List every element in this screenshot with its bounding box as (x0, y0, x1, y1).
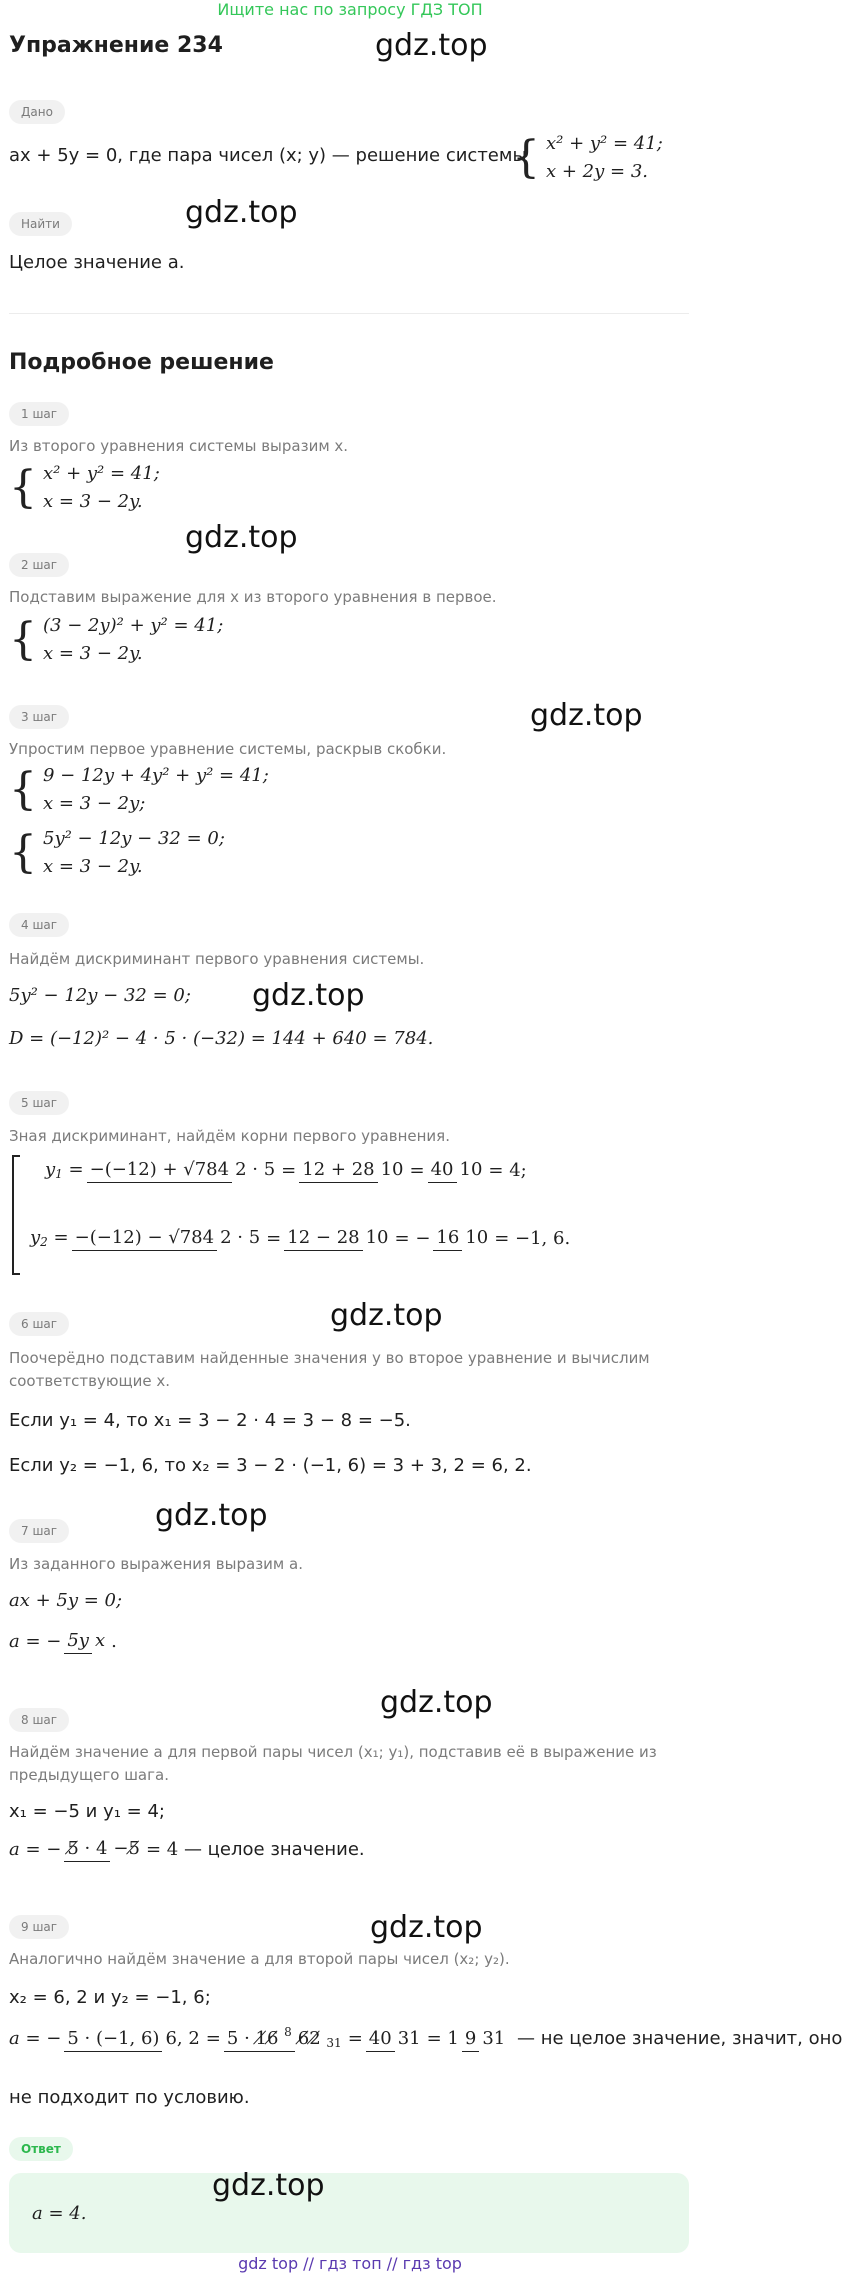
given-text: ax + 5y = 0, где пара чисел (x; y) — решение системы (9, 145, 527, 166)
step-note: Аналогично найдём значение a для второй пары чисел (x₂; y₂). (9, 1950, 510, 1968)
section-divider (9, 313, 689, 314)
step-note: Упростим первое уравнение системы, раскрыв скобки. (9, 740, 447, 758)
step-badge: 4 шаг (9, 913, 69, 937)
step2-system: { (3 − 2y)² + y² = 41; x = 3 − 2y. (9, 612, 223, 668)
a-value-2: a = − 5 · (−1, 6) 6, 2 = 5 · 1̸6̸ 8 6̸2̸ 31 = 40 31 = 1 9 31 — не целое значение, значит, оно (9, 2025, 842, 2050)
step-badge: 1 шаг (9, 402, 69, 426)
substitution-2: Если y₂ = −1, 6, то x₂ = 3 − 2 · (−1, 6) = 3 + 3, 2 = 6, 2. (9, 1455, 532, 1476)
step3-system-b: { 5y² − 12y − 32 = 0; x = 3 − 2y. (9, 825, 225, 881)
equation: x² + y² = 41; (43, 463, 160, 484)
step-badge: 6 шаг (9, 1312, 69, 1336)
step-note: Найдём дискриминант первого уравнения системы. (9, 950, 425, 968)
footer-links[interactable]: gdz top // гдз топ // гдз top (238, 2254, 462, 2273)
step3-system-a: { 9 − 12y + 4y² + y² = 41; x = 3 − 2y; (9, 762, 269, 818)
watermark: gdz.top (155, 1498, 268, 1533)
root-y2: y2 = −(−12) − √784 2 · 5 = 12 − 28 10 = − 16 10 = −1, 6. (30, 1227, 571, 1249)
equation: (3 − 2y)² + y² = 41; (43, 615, 224, 636)
step-badge: 7 шаг (9, 1519, 69, 1543)
watermark: gdz.top (530, 698, 643, 733)
step-badge: 5 шаг (9, 1091, 69, 1115)
a-expression: a = − 5y x . (9, 1628, 117, 1654)
watermark: gdz.top (370, 1910, 483, 1945)
equation: x = 3 − 2y. (43, 856, 143, 877)
search-banner[interactable]: Ищите нас по запросу ГДЗ ТОП (217, 0, 483, 19)
step-note: Подставим выражение для x из второго уравнения в первое. (9, 588, 497, 606)
equation: 5y² − 12y − 32 = 0; (43, 828, 225, 849)
exercise-title: Упражнение 234 (9, 33, 223, 58)
solution-title: Подробное решение (9, 350, 274, 375)
pair-2: x₂ = 6, 2 и y₂ = −1, 6; (9, 1987, 211, 2008)
step-badge: 3 шаг (9, 705, 69, 729)
equation: ax + 5y = 0; (9, 1590, 123, 1611)
watermark: gdz.top (375, 28, 488, 63)
given-badge: Дано (9, 100, 65, 124)
watermark: gdz.top (252, 978, 365, 1013)
discriminant: D = (−12)² − 4 · 5 · (−32) = 144 + 640 = 784. (9, 1028, 434, 1049)
watermark: gdz.top (185, 195, 298, 230)
integer-note: — целое значение. (183, 1838, 365, 1860)
equation: 9 − 12y + 4y² + y² = 41; (43, 765, 269, 786)
find-text: Целое значение a. (9, 252, 185, 273)
equation: x = 3 − 2y. (43, 491, 143, 512)
answer-box (9, 2173, 689, 2253)
root-y1: y1 = −(−12) + √784 2 · 5 = 12 + 28 10 = 40 10 = 4; (45, 1159, 527, 1181)
step-badge: 2 шаг (9, 553, 69, 577)
step-badge: 8 шаг (9, 1708, 69, 1732)
not-fit-note: не подходит по условию. (9, 2087, 250, 2108)
step-note: предыдущего шага. (9, 1766, 169, 1784)
find-badge: Найти (9, 212, 72, 236)
given-eq-2: x + 2y = 3. (546, 161, 648, 182)
equation: x = 3 − 2y; (43, 793, 146, 814)
roots-bracket (12, 1155, 20, 1275)
not-integer-note: — не целое значение, значит, оно (516, 2028, 842, 2049)
step1-system: { x² + y² = 41; x = 3 − 2y. (9, 460, 160, 516)
equation: x = 3 − 2y. (43, 643, 143, 664)
answer-badge: Ответ (9, 2137, 73, 2161)
step-note: Зная дискриминант, найдём корни первого уравнения. (9, 1127, 450, 1145)
watermark: gdz.top (185, 520, 298, 555)
pair-1: x₁ = −5 и y₁ = 4; (9, 1801, 165, 1822)
step-note: Из второго уравнения системы выразим x. (9, 437, 349, 455)
equation: 5y² − 12y − 32 = 0; (9, 985, 191, 1006)
substitution-1: Если y₁ = 4, то x₁ = 3 − 2 · 4 = 3 − 8 = −5. (9, 1410, 411, 1431)
answer-text: a = 4. (32, 2203, 87, 2224)
watermark: gdz.top (212, 2168, 325, 2203)
step-note: Найдём значение a для первой пары чисел (x₁; y₁), подставив её в выражение из (9, 1743, 657, 1761)
step-note: Из заданного выражения выразим a. (9, 1555, 303, 1573)
watermark: gdz.top (380, 1685, 493, 1720)
step-badge: 9 шаг (9, 1915, 69, 1939)
given-eq-1: x² + y² = 41; (546, 133, 663, 154)
step-note: соответствующие x. (9, 1372, 170, 1390)
given-system: { x² + y² = 41; x + 2y = 3. (512, 130, 663, 186)
step-note: Поочерёдно подставим найденные значения y во второе уравнение и вычислим (9, 1349, 650, 1367)
watermark: gdz.top (330, 1298, 443, 1333)
a-value-1: a = − 5̸ · 4 −5̸ = 4 — целое значение. (9, 1836, 365, 1862)
